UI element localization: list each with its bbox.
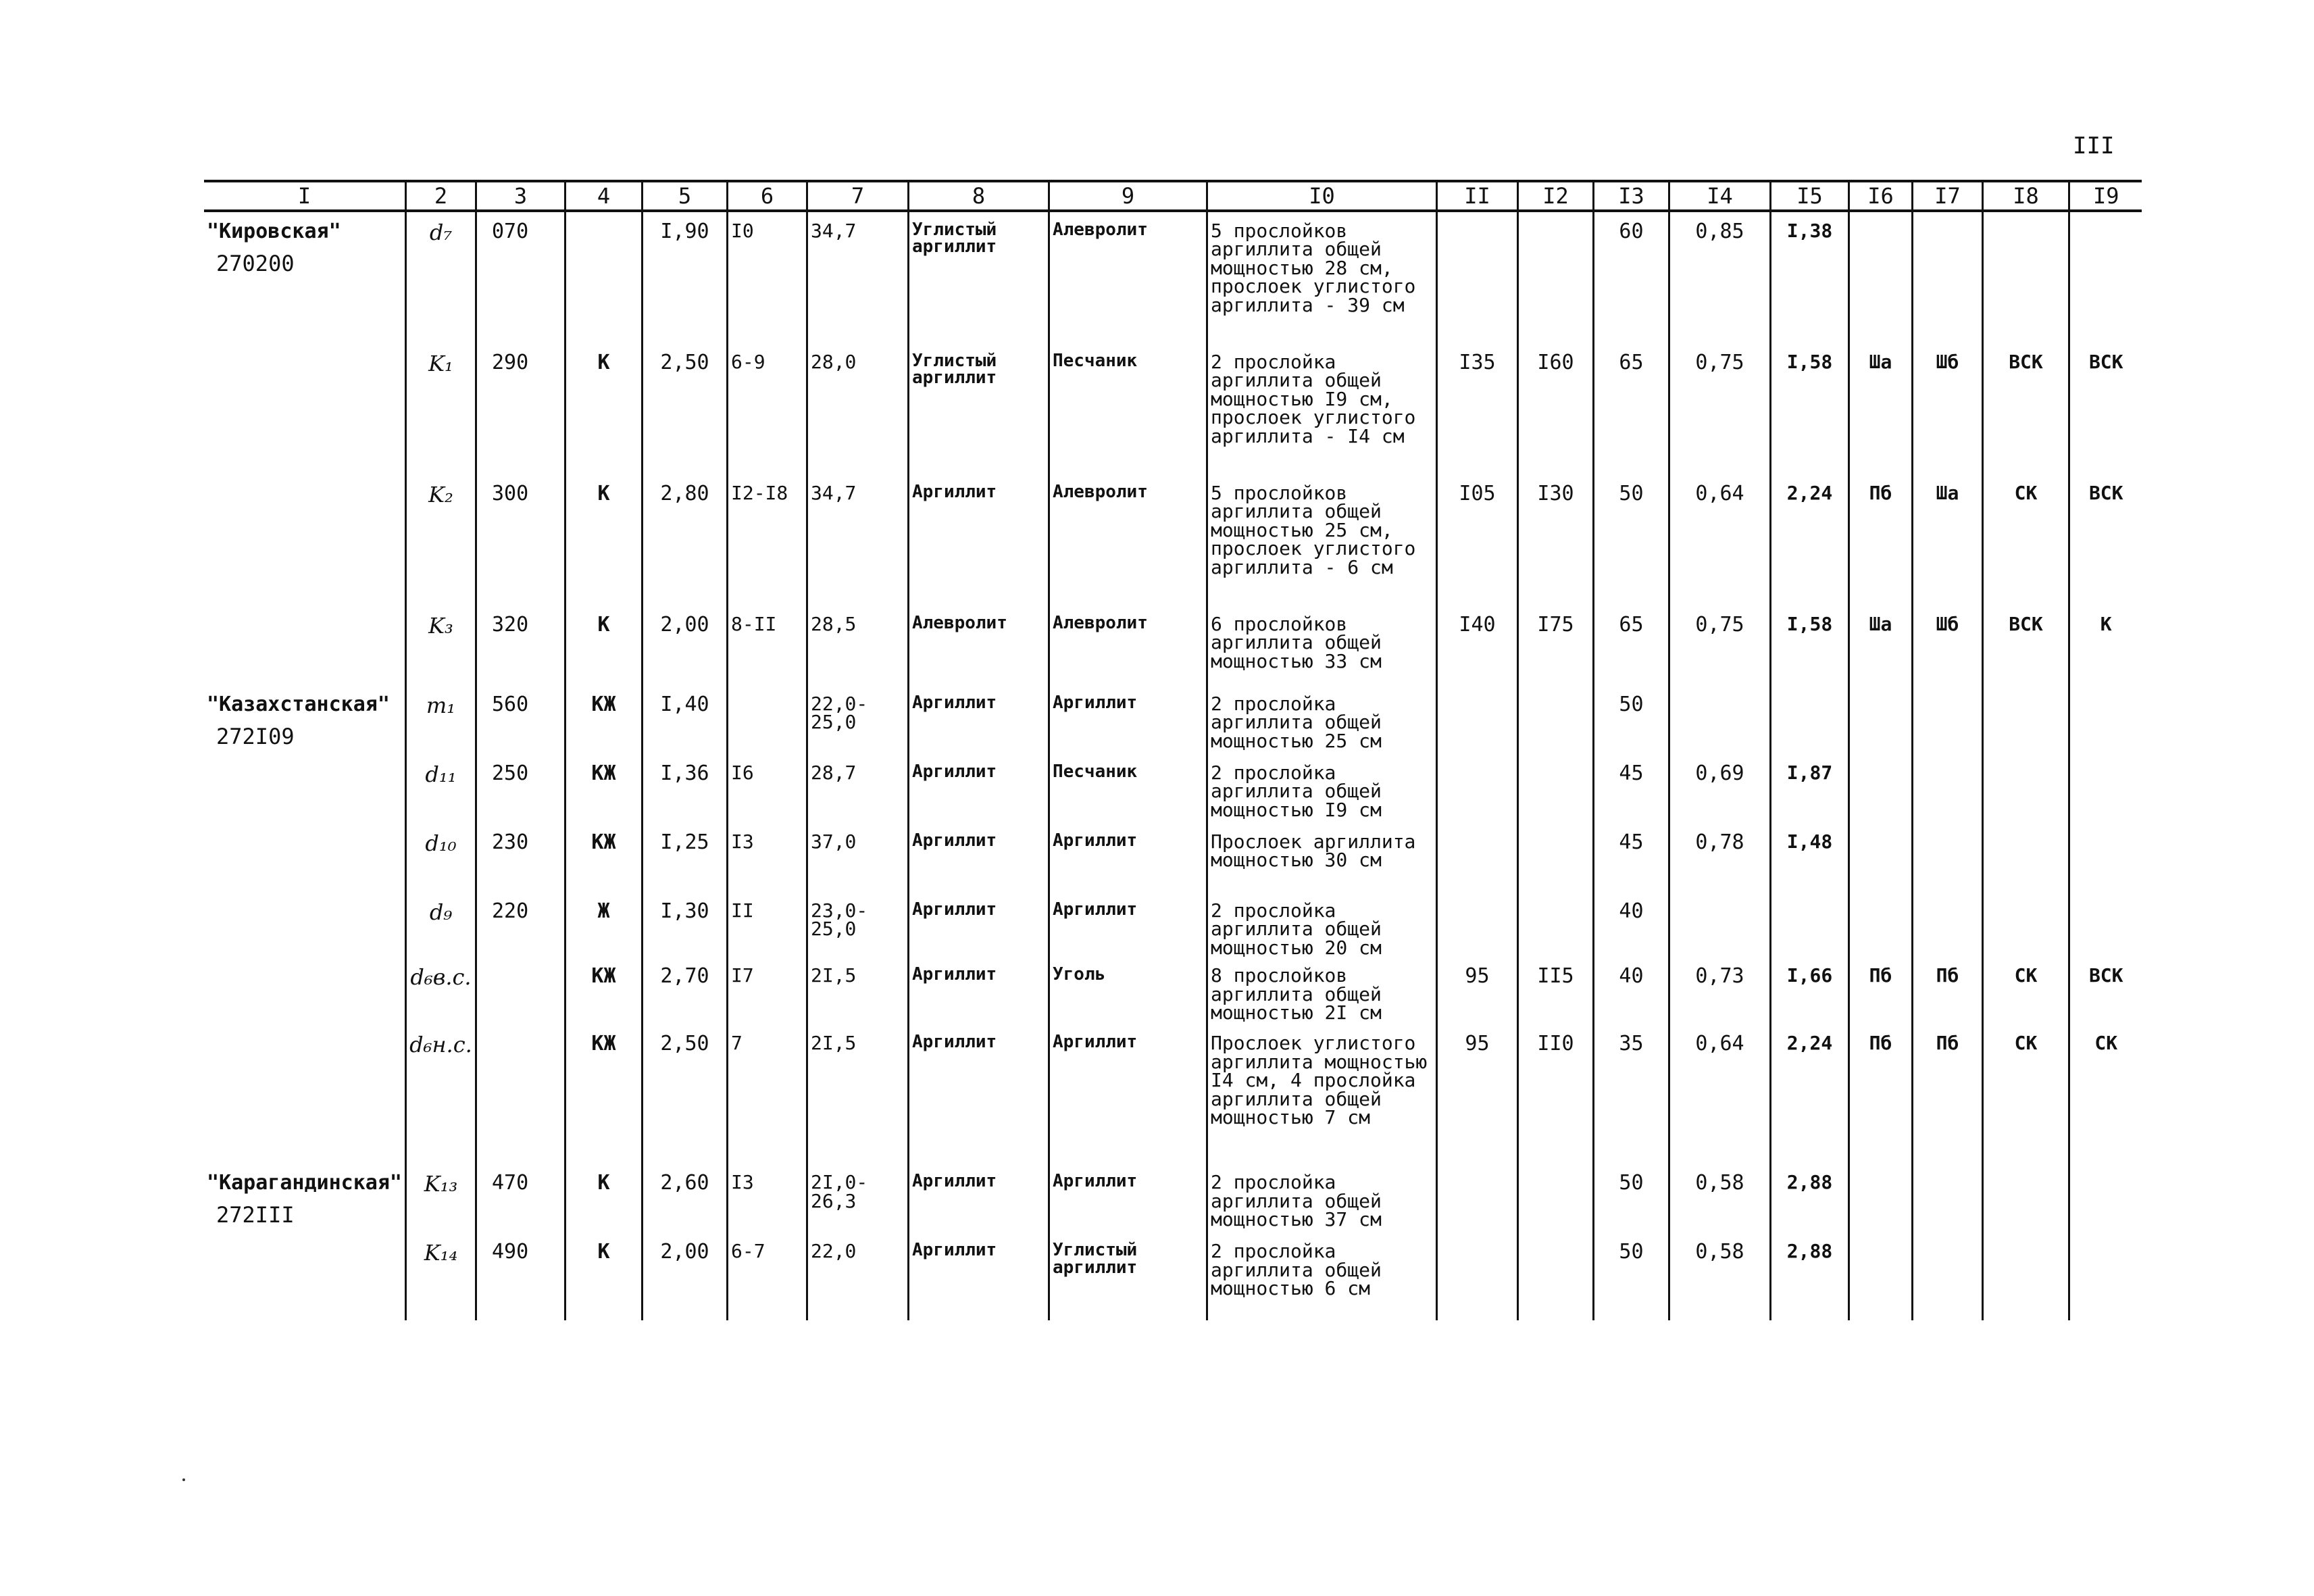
- cell-col-13: 45: [1593, 823, 1669, 892]
- cell-col-8: Углистый аргиллит: [908, 343, 1049, 474]
- cell-col-9: Уголь: [1049, 957, 1207, 1024]
- cell-col-15: 2,88: [1770, 1232, 1848, 1320]
- cell-col-6: I3: [727, 823, 807, 892]
- mine-code: 270200: [216, 251, 295, 276]
- cell-col-2: K₂: [405, 474, 476, 605]
- mine-name: "Кировская": [207, 220, 341, 243]
- mine-name: "Карагандинская": [207, 1171, 402, 1195]
- cell-col-5: 2,70: [642, 957, 727, 1024]
- cell-col-12: [1517, 685, 1593, 754]
- cell-col-9: Алевролит: [1049, 474, 1207, 605]
- cell-col-3: 470: [476, 1164, 565, 1232]
- cell-col-3: [476, 1024, 565, 1164]
- cell-col-15: I,48: [1770, 823, 1848, 892]
- cell-col-19: СК: [2069, 1024, 2142, 1164]
- data-table: [204, 180, 2142, 1320]
- cell-col-12: [1517, 1232, 1593, 1320]
- cell-col-14: [1669, 685, 1770, 754]
- mine-cell: [204, 892, 405, 957]
- cell-col-19: [2069, 754, 2142, 823]
- cell-col-16: [1848, 685, 1912, 754]
- cell-col-11: [1436, 823, 1517, 892]
- cell-col-10: 2 прослойка аргиллита общей мощностью 20 см: [1207, 892, 1436, 957]
- cell-col-10: 5 прослойков аргиллита общей мощностью 28 см, прослоек углистого аргиллита - 39 см: [1207, 211, 1436, 343]
- cell-col-8: Углистый аргиллит: [908, 211, 1049, 343]
- cell-col-17: Шб: [1912, 343, 1982, 474]
- cell-col-16: [1848, 754, 1912, 823]
- cell-col-17: Пб: [1912, 1024, 1982, 1164]
- column-header-16: I6: [1848, 181, 1912, 211]
- table-row: [204, 1164, 2142, 1232]
- cell-col-8: Алевролит: [908, 605, 1049, 685]
- cell-col-3: 320: [476, 605, 565, 685]
- column-header-4: 4: [565, 181, 642, 211]
- cell-col-3: 250: [476, 754, 565, 823]
- cell-col-13: 65: [1593, 605, 1669, 685]
- cell-col-12: I75: [1517, 605, 1593, 685]
- cell-col-6: I3: [727, 1164, 807, 1232]
- cell-col-5: 2,50: [642, 1024, 727, 1164]
- cell-col-6: [727, 685, 807, 754]
- mine-cell: [204, 474, 405, 605]
- table-row: [204, 685, 2142, 754]
- mine-cell: [204, 823, 405, 892]
- cell-col-2: d₆н.с.: [405, 1024, 476, 1164]
- cell-col-8: Аргиллит: [908, 1164, 1049, 1232]
- column-header-8: 8: [908, 181, 1049, 211]
- cell-col-11: I35: [1436, 343, 1517, 474]
- cell-col-15: 2,24: [1770, 1024, 1848, 1164]
- cell-col-9: Алевролит: [1049, 211, 1207, 343]
- column-header-10: I0: [1207, 181, 1436, 211]
- cell-col-14: 0,64: [1669, 1024, 1770, 1164]
- mine-cell: [204, 754, 405, 823]
- cell-col-15: [1770, 892, 1848, 957]
- cell-col-7: 28,5: [807, 605, 908, 685]
- cell-col-7: 34,7: [807, 474, 908, 605]
- mine-cell: [204, 1164, 405, 1232]
- cell-col-9: Аргиллит: [1049, 823, 1207, 892]
- cell-col-7: 37,0: [807, 823, 908, 892]
- cell-col-3: [476, 957, 565, 1024]
- cell-col-4: К: [565, 605, 642, 685]
- cell-col-6: I7: [727, 957, 807, 1024]
- cell-col-15: [1770, 685, 1848, 754]
- cell-col-2: d₉: [405, 892, 476, 957]
- cell-col-17: [1912, 892, 1982, 957]
- cell-col-14: 0,64: [1669, 474, 1770, 605]
- column-header-12: I2: [1517, 181, 1593, 211]
- cell-col-19: ВСК: [2069, 343, 2142, 474]
- cell-col-19: [2069, 685, 2142, 754]
- cell-col-4: КЖ: [565, 1024, 642, 1164]
- column-header-15: I5: [1770, 181, 1848, 211]
- table-row: [204, 343, 2142, 474]
- cell-col-18: СК: [1982, 1024, 2069, 1164]
- column-header-11: II: [1436, 181, 1517, 211]
- cell-col-16: [1848, 892, 1912, 957]
- cell-col-5: 2,00: [642, 605, 727, 685]
- cell-col-13: 50: [1593, 1232, 1669, 1320]
- table-row: [204, 1024, 2142, 1164]
- cell-col-6: I6: [727, 754, 807, 823]
- cell-col-17: [1912, 1164, 1982, 1232]
- cell-col-13: 50: [1593, 1164, 1669, 1232]
- cell-col-13: 40: [1593, 957, 1669, 1024]
- cell-col-11: [1436, 892, 1517, 957]
- cell-col-10: 2 прослойка аргиллита общей мощностью 6 см: [1207, 1232, 1436, 1320]
- cell-col-4: КЖ: [565, 823, 642, 892]
- table-body: [204, 211, 2142, 1320]
- cell-col-7: 28,0: [807, 343, 908, 474]
- mine-cell: [204, 343, 405, 474]
- cell-col-2: m₁: [405, 685, 476, 754]
- column-header-5: 5: [642, 181, 727, 211]
- cell-col-6: 8-II: [727, 605, 807, 685]
- cell-col-17: Ша: [1912, 474, 1982, 605]
- table-row: [204, 754, 2142, 823]
- cell-col-18: [1982, 754, 2069, 823]
- cell-col-13: 60: [1593, 211, 1669, 343]
- cell-col-13: 65: [1593, 343, 1669, 474]
- cell-col-10: 8 прослойков аргиллита общей мощностью 2I см: [1207, 957, 1436, 1024]
- table-row: [204, 892, 2142, 957]
- cell-col-4: К: [565, 343, 642, 474]
- cell-col-5: I,40: [642, 685, 727, 754]
- cell-col-6: I0: [727, 211, 807, 343]
- cell-col-11: [1436, 1164, 1517, 1232]
- cell-col-15: 2,24: [1770, 474, 1848, 605]
- cell-col-3: 070: [476, 211, 565, 343]
- cell-col-10: 2 прослойка аргиллита общей мощностью 25 см: [1207, 685, 1436, 754]
- cell-col-11: [1436, 754, 1517, 823]
- cell-col-17: [1912, 685, 1982, 754]
- cell-col-18: ВСК: [1982, 605, 2069, 685]
- column-header-9: 9: [1049, 181, 1207, 211]
- cell-col-18: [1982, 892, 2069, 957]
- column-header-1: I: [204, 181, 405, 211]
- cell-col-2: d₇: [405, 211, 476, 343]
- cell-col-14: 0,73: [1669, 957, 1770, 1024]
- mine-cell: [204, 211, 405, 343]
- cell-col-6: 6-9: [727, 343, 807, 474]
- cell-col-2: K₁: [405, 343, 476, 474]
- cell-col-10: Прослоек аргиллита мощностью 30 см: [1207, 823, 1436, 892]
- cell-col-5: 2,50: [642, 343, 727, 474]
- cell-col-18: [1982, 211, 2069, 343]
- mine-cell: [204, 1024, 405, 1164]
- cell-col-19: [2069, 823, 2142, 892]
- cell-col-7: 23,0-25,0: [807, 892, 908, 957]
- cell-col-12: I60: [1517, 343, 1593, 474]
- cell-col-14: 0,58: [1669, 1232, 1770, 1320]
- cell-col-14: 0,85: [1669, 211, 1770, 343]
- mine-cell: [204, 1232, 405, 1320]
- cell-col-8: Аргиллит: [908, 892, 1049, 957]
- column-header-2: 2: [405, 181, 476, 211]
- cell-col-19: [2069, 892, 2142, 957]
- cell-col-18: СК: [1982, 474, 2069, 605]
- cell-col-11: I05: [1436, 474, 1517, 605]
- cell-col-5: 2,00: [642, 1232, 727, 1320]
- cell-col-5: I,90: [642, 211, 727, 343]
- cell-col-15: I,66: [1770, 957, 1848, 1024]
- cell-col-12: [1517, 1164, 1593, 1232]
- cell-col-5: I,30: [642, 892, 727, 957]
- cell-col-18: ВСК: [1982, 343, 2069, 474]
- column-header-7: 7: [807, 181, 908, 211]
- cell-col-9: Песчаник: [1049, 754, 1207, 823]
- cell-col-2: K₁₄: [405, 1232, 476, 1320]
- cell-col-18: [1982, 685, 2069, 754]
- cell-col-2: K₃: [405, 605, 476, 685]
- cell-col-3: 220: [476, 892, 565, 957]
- table-row: [204, 957, 2142, 1024]
- cell-col-19: К: [2069, 605, 2142, 685]
- cell-col-12: [1517, 892, 1593, 957]
- cell-col-8: Аргиллит: [908, 754, 1049, 823]
- cell-col-4: КЖ: [565, 957, 642, 1024]
- table-row: [204, 605, 2142, 685]
- cell-col-5: I,36: [642, 754, 727, 823]
- cell-col-10: 6 прослойков аргиллита общей мощностью 33 см: [1207, 605, 1436, 685]
- cell-col-5: 2,80: [642, 474, 727, 605]
- cell-col-7: 22,0: [807, 1232, 908, 1320]
- cell-col-8: Аргиллит: [908, 1024, 1049, 1164]
- cell-col-9: Аргиллит: [1049, 1024, 1207, 1164]
- cell-col-16: Пб: [1848, 474, 1912, 605]
- cell-col-17: [1912, 211, 1982, 343]
- cell-col-16: Ша: [1848, 343, 1912, 474]
- cell-col-7: 28,7: [807, 754, 908, 823]
- column-header-14: I4: [1669, 181, 1770, 211]
- column-header-3: 3: [476, 181, 565, 211]
- stray-mark: [182, 1478, 185, 1481]
- cell-col-4: Ж: [565, 892, 642, 957]
- mine-code: 272I09: [216, 724, 295, 749]
- cell-col-11: 95: [1436, 1024, 1517, 1164]
- cell-col-10: Прослоек углистого аргиллита мощностью I4 см, 4 прослойка аргиллита общей мощностью 7 см: [1207, 1024, 1436, 1164]
- column-header-13: I3: [1593, 181, 1669, 211]
- cell-col-13: 35: [1593, 1024, 1669, 1164]
- cell-col-16: Ша: [1848, 605, 1912, 685]
- cell-col-13: 45: [1593, 754, 1669, 823]
- cell-col-6: I2-I8: [727, 474, 807, 605]
- table-row: [204, 1232, 2142, 1320]
- cell-col-16: [1848, 1232, 1912, 1320]
- cell-col-7: 22,0-25,0: [807, 685, 908, 754]
- cell-col-7: 34,7: [807, 211, 908, 343]
- cell-col-6: 7: [727, 1024, 807, 1164]
- cell-col-9: Песчаник: [1049, 343, 1207, 474]
- cell-col-15: 2,88: [1770, 1164, 1848, 1232]
- column-header-19: I9: [2069, 181, 2142, 211]
- cell-col-15: I,87: [1770, 754, 1848, 823]
- cell-col-19: ВСК: [2069, 957, 2142, 1024]
- cell-col-8: Аргиллит: [908, 685, 1049, 754]
- cell-col-19: [2069, 1232, 2142, 1320]
- cell-col-11: [1436, 211, 1517, 343]
- cell-col-12: [1517, 211, 1593, 343]
- cell-col-8: Аргиллит: [908, 823, 1049, 892]
- mine-code: 272III: [216, 1202, 295, 1228]
- cell-col-13: 50: [1593, 685, 1669, 754]
- cell-col-13: 40: [1593, 892, 1669, 957]
- cell-col-4: КЖ: [565, 754, 642, 823]
- cell-col-14: 0,69: [1669, 754, 1770, 823]
- cell-col-10: 2 прослойка аргиллита общей мощностью I9 см, прослоек углистого аргиллита - I4 см: [1207, 343, 1436, 474]
- cell-col-9: Аргиллит: [1049, 685, 1207, 754]
- cell-col-10: 2 прослойка аргиллита общей мощностью I9 см: [1207, 754, 1436, 823]
- mine-cell: [204, 685, 405, 754]
- cell-col-8: Аргиллит: [908, 957, 1049, 1024]
- cell-col-2: d₆в.с.: [405, 957, 476, 1024]
- cell-col-14: 0,78: [1669, 823, 1770, 892]
- cell-col-10: 5 прослойков аргиллита общей мощностью 25 см, прослоек углистого аргиллита - 6 см: [1207, 474, 1436, 605]
- cell-col-9: Алевролит: [1049, 605, 1207, 685]
- cell-col-9: Аргиллит: [1049, 1164, 1207, 1232]
- cell-col-2: d₁₁: [405, 754, 476, 823]
- cell-col-4: К: [565, 1232, 642, 1320]
- column-header-18: I8: [1982, 181, 2069, 211]
- cell-col-16: [1848, 211, 1912, 343]
- cell-col-16: Пб: [1848, 1024, 1912, 1164]
- cell-col-12: [1517, 823, 1593, 892]
- cell-col-16: [1848, 1164, 1912, 1232]
- column-header-6: 6: [727, 181, 807, 211]
- table-row: [204, 211, 2142, 343]
- cell-col-18: СК: [1982, 957, 2069, 1024]
- cell-col-15: I,58: [1770, 605, 1848, 685]
- mine-name: "Казахстанская": [207, 693, 390, 716]
- cell-col-4: [565, 211, 642, 343]
- cell-col-3: 560: [476, 685, 565, 754]
- cell-col-9: Углистый аргиллит: [1049, 1232, 1207, 1320]
- mine-cell: [204, 605, 405, 685]
- cell-col-12: II5: [1517, 957, 1593, 1024]
- cell-col-8: Аргиллит: [908, 1232, 1049, 1320]
- cell-col-4: К: [565, 474, 642, 605]
- table-row: [204, 823, 2142, 892]
- cell-col-13: 50: [1593, 474, 1669, 605]
- cell-col-5: I,25: [642, 823, 727, 892]
- cell-col-5: 2,60: [642, 1164, 727, 1232]
- cell-col-18: [1982, 1164, 2069, 1232]
- cell-col-14: 0,75: [1669, 605, 1770, 685]
- cell-col-7: 2I,5: [807, 1024, 908, 1164]
- cell-col-12: II0: [1517, 1024, 1593, 1164]
- cell-col-16: [1848, 823, 1912, 892]
- cell-col-4: КЖ: [565, 685, 642, 754]
- cell-col-14: 0,75: [1669, 343, 1770, 474]
- cell-col-3: 490: [476, 1232, 565, 1320]
- cell-col-9: Аргиллит: [1049, 892, 1207, 957]
- cell-col-7: 2I,0-26,3: [807, 1164, 908, 1232]
- cell-col-12: [1517, 754, 1593, 823]
- cell-col-14: [1669, 892, 1770, 957]
- cell-col-17: Шб: [1912, 605, 1982, 685]
- cell-col-2: K₁₃: [405, 1164, 476, 1232]
- cell-col-14: 0,58: [1669, 1164, 1770, 1232]
- cell-col-17: Пб: [1912, 957, 1982, 1024]
- cell-col-6: 6-7: [727, 1232, 807, 1320]
- cell-col-8: Аргиллит: [908, 474, 1049, 605]
- cell-col-3: 230: [476, 823, 565, 892]
- table-row: [204, 474, 2142, 605]
- cell-col-7: 2I,5: [807, 957, 908, 1024]
- cell-col-10: 2 прослойка аргиллита общей мощностью 37 см: [1207, 1164, 1436, 1232]
- page-number: III: [2073, 132, 2115, 159]
- cell-col-19: [2069, 211, 2142, 343]
- cell-col-11: I40: [1436, 605, 1517, 685]
- cell-col-6: II: [727, 892, 807, 957]
- cell-col-11: [1436, 1232, 1517, 1320]
- column-header-17: I7: [1912, 181, 1982, 211]
- mine-cell: [204, 957, 405, 1024]
- cell-col-19: ВСК: [2069, 474, 2142, 605]
- cell-col-18: [1982, 823, 2069, 892]
- cell-col-12: I30: [1517, 474, 1593, 605]
- cell-col-2: d₁₀: [405, 823, 476, 892]
- cell-col-4: К: [565, 1164, 642, 1232]
- cell-col-15: I,38: [1770, 211, 1848, 343]
- cell-col-3: 300: [476, 474, 565, 605]
- cell-col-16: Пб: [1848, 957, 1912, 1024]
- cell-col-11: 95: [1436, 957, 1517, 1024]
- cell-col-3: 290: [476, 343, 565, 474]
- header-row: [204, 181, 2142, 211]
- cell-col-11: [1436, 685, 1517, 754]
- cell-col-19: [2069, 1164, 2142, 1232]
- cell-col-17: [1912, 823, 1982, 892]
- cell-col-18: [1982, 1232, 2069, 1320]
- cell-col-17: [1912, 754, 1982, 823]
- cell-col-15: I,58: [1770, 343, 1848, 474]
- cell-col-17: [1912, 1232, 1982, 1320]
